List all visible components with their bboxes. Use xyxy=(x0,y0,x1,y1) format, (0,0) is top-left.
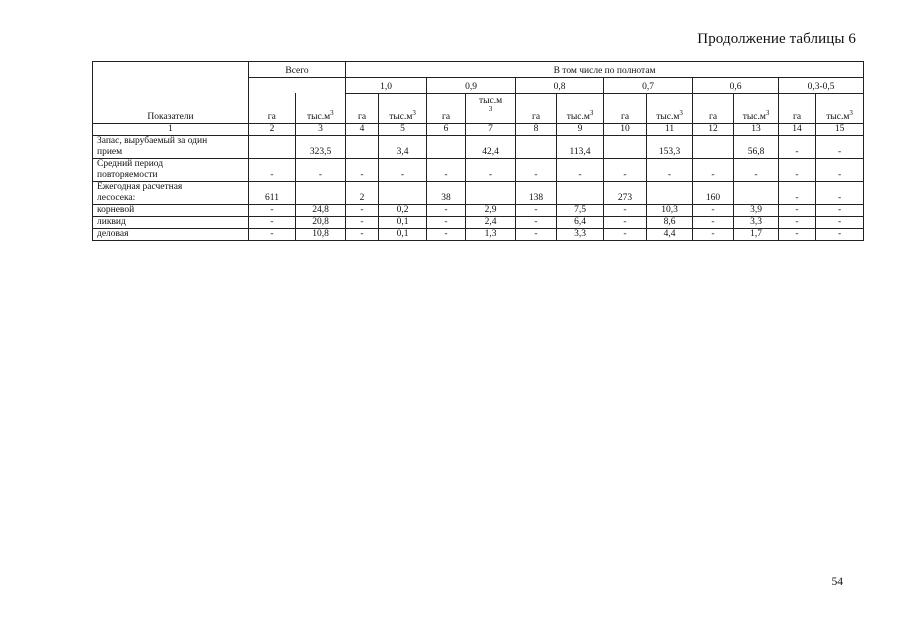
row-label-line: ликвид xyxy=(97,217,126,227)
table-cell: - xyxy=(693,229,734,241)
table-cell: 1,3 xyxy=(466,229,516,241)
table-cell: 273 xyxy=(604,182,647,205)
col-number: 12 xyxy=(693,124,734,136)
table-cell: - xyxy=(693,205,734,217)
table-cell: - xyxy=(779,136,816,159)
density-3: 0,8 xyxy=(516,78,604,94)
table-cell: - xyxy=(249,159,296,182)
row-label xyxy=(93,205,249,217)
total-unit-m3-sup: 3 xyxy=(330,108,334,117)
data-table xyxy=(92,61,864,241)
unit-ha: га xyxy=(693,94,734,124)
table-cell: - xyxy=(779,217,816,229)
total-unit-m3 xyxy=(295,93,345,123)
unit-m3 xyxy=(379,94,427,124)
table-cell: - xyxy=(604,159,647,182)
row-label-line: прием xyxy=(97,147,123,157)
table-cell: 0,1 xyxy=(379,217,427,229)
unit-m3-split-bottom: 3 xyxy=(488,105,493,113)
unit-m3-sup: 3 xyxy=(849,108,853,117)
row-label xyxy=(93,229,249,241)
unit-ha: га xyxy=(346,94,379,124)
row-label-line: деловая xyxy=(97,229,129,239)
table-cell: 3,3 xyxy=(557,229,604,241)
header-indicators xyxy=(93,62,249,124)
row-label xyxy=(93,217,249,229)
header-by-density: В том числе по полнотам xyxy=(346,62,864,78)
col-number: 2 xyxy=(249,124,296,136)
table-cell xyxy=(604,136,647,159)
table-cell: - xyxy=(516,217,557,229)
unit-m3-sup: 3 xyxy=(679,108,683,117)
table-cell: 6,4 xyxy=(557,217,604,229)
table-cell: 24,8 xyxy=(296,205,346,217)
total-unit-ha: га xyxy=(249,93,295,123)
table-cell: - xyxy=(516,205,557,217)
table-cell: - xyxy=(779,205,816,217)
table-cell: 1,7 xyxy=(734,229,779,241)
table-cell: - xyxy=(249,229,296,241)
table-cell: - xyxy=(346,159,379,182)
table-row xyxy=(93,205,864,217)
table-cell xyxy=(427,136,466,159)
density-4: 0,7 xyxy=(604,78,693,94)
col-number: 5 xyxy=(379,124,427,136)
table-cell: 2,4 xyxy=(466,217,516,229)
density-5: 0,6 xyxy=(693,78,779,94)
unit-m3 xyxy=(647,94,693,124)
table-cell: 3,4 xyxy=(379,136,427,159)
unit-m3 xyxy=(734,94,779,124)
table-row xyxy=(93,159,864,182)
table-cell: - xyxy=(427,205,466,217)
table-cell xyxy=(557,182,604,205)
data-rows xyxy=(93,136,864,241)
table-cell: 3,9 xyxy=(734,205,779,217)
unit-ha: га xyxy=(516,94,557,124)
row-label-line: повторяемости xyxy=(97,170,158,180)
table-row xyxy=(93,229,864,241)
col-number: 4 xyxy=(346,124,379,136)
table-cell: - xyxy=(516,229,557,241)
table-cell: - xyxy=(779,229,816,241)
col-number: 1 xyxy=(93,124,249,136)
table-cell: - xyxy=(516,159,557,182)
col-number: 3 xyxy=(296,124,346,136)
table-cell: 38 xyxy=(427,182,466,205)
row-label-line: лесосека: xyxy=(97,193,136,203)
table-cell: 2 xyxy=(346,182,379,205)
table-cell: - xyxy=(346,229,379,241)
table-row xyxy=(93,136,864,159)
table-cell: - xyxy=(816,182,864,205)
table-cell: - xyxy=(379,159,427,182)
table-cell: 42,4 xyxy=(466,136,516,159)
col-number: 11 xyxy=(647,124,693,136)
table-cell: - xyxy=(604,229,647,241)
density-2: 0,9 xyxy=(427,78,516,94)
table-cell: - xyxy=(557,159,604,182)
table-cell: - xyxy=(693,217,734,229)
row-label-line: Ежегодная расчетная xyxy=(97,182,183,192)
table-cell: 4,4 xyxy=(647,229,693,241)
table-cell: 153,3 xyxy=(647,136,693,159)
unit-m3 xyxy=(557,94,604,124)
density-1: 1,0 xyxy=(346,78,427,94)
table-row xyxy=(93,217,864,229)
unit-ha: га xyxy=(604,94,647,124)
col-number: 13 xyxy=(734,124,779,136)
table-cell: 10,8 xyxy=(296,229,346,241)
table-cell: - xyxy=(816,159,864,182)
unit-ha: га xyxy=(427,94,466,124)
table-cell: - xyxy=(346,205,379,217)
table-cell: - xyxy=(296,159,346,182)
table-cell: - xyxy=(647,159,693,182)
table-cell xyxy=(346,136,379,159)
table-cell: 10,3 xyxy=(647,205,693,217)
table-cell: 3,3 xyxy=(734,217,779,229)
table-cell xyxy=(296,182,346,205)
table-cell: - xyxy=(346,217,379,229)
table-cell: 611 xyxy=(249,182,296,205)
table-cell: 0,2 xyxy=(379,205,427,217)
table-caption: Продолжение таблицы 6 xyxy=(697,31,856,47)
table-cell: 113,4 xyxy=(557,136,604,159)
table-cell: - xyxy=(249,205,296,217)
table-cell: 2,9 xyxy=(466,205,516,217)
table-cell: 138 xyxy=(516,182,557,205)
unit-m3-sup: 3 xyxy=(589,108,594,117)
header-row-1 xyxy=(93,62,864,78)
table-cell xyxy=(693,136,734,159)
col-number: 8 xyxy=(516,124,557,136)
unit-m3-split xyxy=(466,94,516,124)
row-label xyxy=(93,136,249,159)
table-cell: 8,6 xyxy=(647,217,693,229)
table-cell: 56,8 xyxy=(734,136,779,159)
table-cell: 160 xyxy=(693,182,734,205)
table-cell xyxy=(379,182,427,205)
unit-m3-text: тыс.м xyxy=(656,112,680,122)
page-number: 54 xyxy=(831,576,843,588)
table-cell: 323,5 xyxy=(296,136,346,159)
unit-ha: га xyxy=(779,94,816,124)
table-cell: - xyxy=(249,217,296,229)
unit-m3-text: тыс.м xyxy=(742,112,766,122)
table-cell xyxy=(516,136,557,159)
table-cell xyxy=(647,182,693,205)
row-label-line: Средний период xyxy=(97,159,164,169)
col-number: 15 xyxy=(816,124,864,136)
table-cell xyxy=(249,136,296,159)
table-cell: 20,8 xyxy=(296,217,346,229)
table-cell xyxy=(734,182,779,205)
row-label-line: Запас, вырубаемый за один xyxy=(97,136,208,146)
table-cell: - xyxy=(734,159,779,182)
unit-m3 xyxy=(816,94,864,124)
unit-m3-text: тыс.м xyxy=(389,112,413,122)
table-cell: - xyxy=(604,217,647,229)
table-cell: - xyxy=(427,217,466,229)
unit-m3-text: тыс.м xyxy=(566,112,590,122)
table-cell: - xyxy=(427,159,466,182)
header-total: Всего xyxy=(249,62,346,78)
table-cell: - xyxy=(427,229,466,241)
unit-m3-sup: 3 xyxy=(765,108,770,117)
col-number: 6 xyxy=(427,124,466,136)
header-indicators-label: Показатели xyxy=(147,112,194,122)
table-cell: 0,1 xyxy=(379,229,427,241)
col-number: 9 xyxy=(557,124,604,136)
table-cell xyxy=(466,182,516,205)
col-number: 7 xyxy=(466,124,516,136)
total-units-inner xyxy=(249,93,345,123)
table-cell: - xyxy=(816,217,864,229)
col-number: 14 xyxy=(779,124,816,136)
table-cell: - xyxy=(816,205,864,217)
row-label xyxy=(93,182,249,205)
col-number: 10 xyxy=(604,124,647,136)
table-cell: 7,5 xyxy=(557,205,604,217)
row-label xyxy=(93,159,249,182)
table-cell: - xyxy=(779,182,816,205)
header-total-units xyxy=(249,78,346,124)
table-cell: - xyxy=(816,229,864,241)
table-cell: - xyxy=(604,205,647,217)
table-cell: - xyxy=(693,159,734,182)
table-cell: - xyxy=(466,159,516,182)
table-row xyxy=(93,182,864,205)
row-label-line: корневой xyxy=(97,205,135,215)
table-cell: - xyxy=(816,136,864,159)
unit-m3-split-top: тыс.м xyxy=(478,96,503,106)
column-numbers-row xyxy=(93,124,864,136)
table-cell: - xyxy=(779,159,816,182)
total-unit-m3-text: тыс.м xyxy=(306,112,331,122)
density-6: 0,3-0,5 xyxy=(779,78,864,94)
unit-m3-text: тыс.м xyxy=(826,112,850,122)
unit-m3-sup: 3 xyxy=(412,108,416,117)
